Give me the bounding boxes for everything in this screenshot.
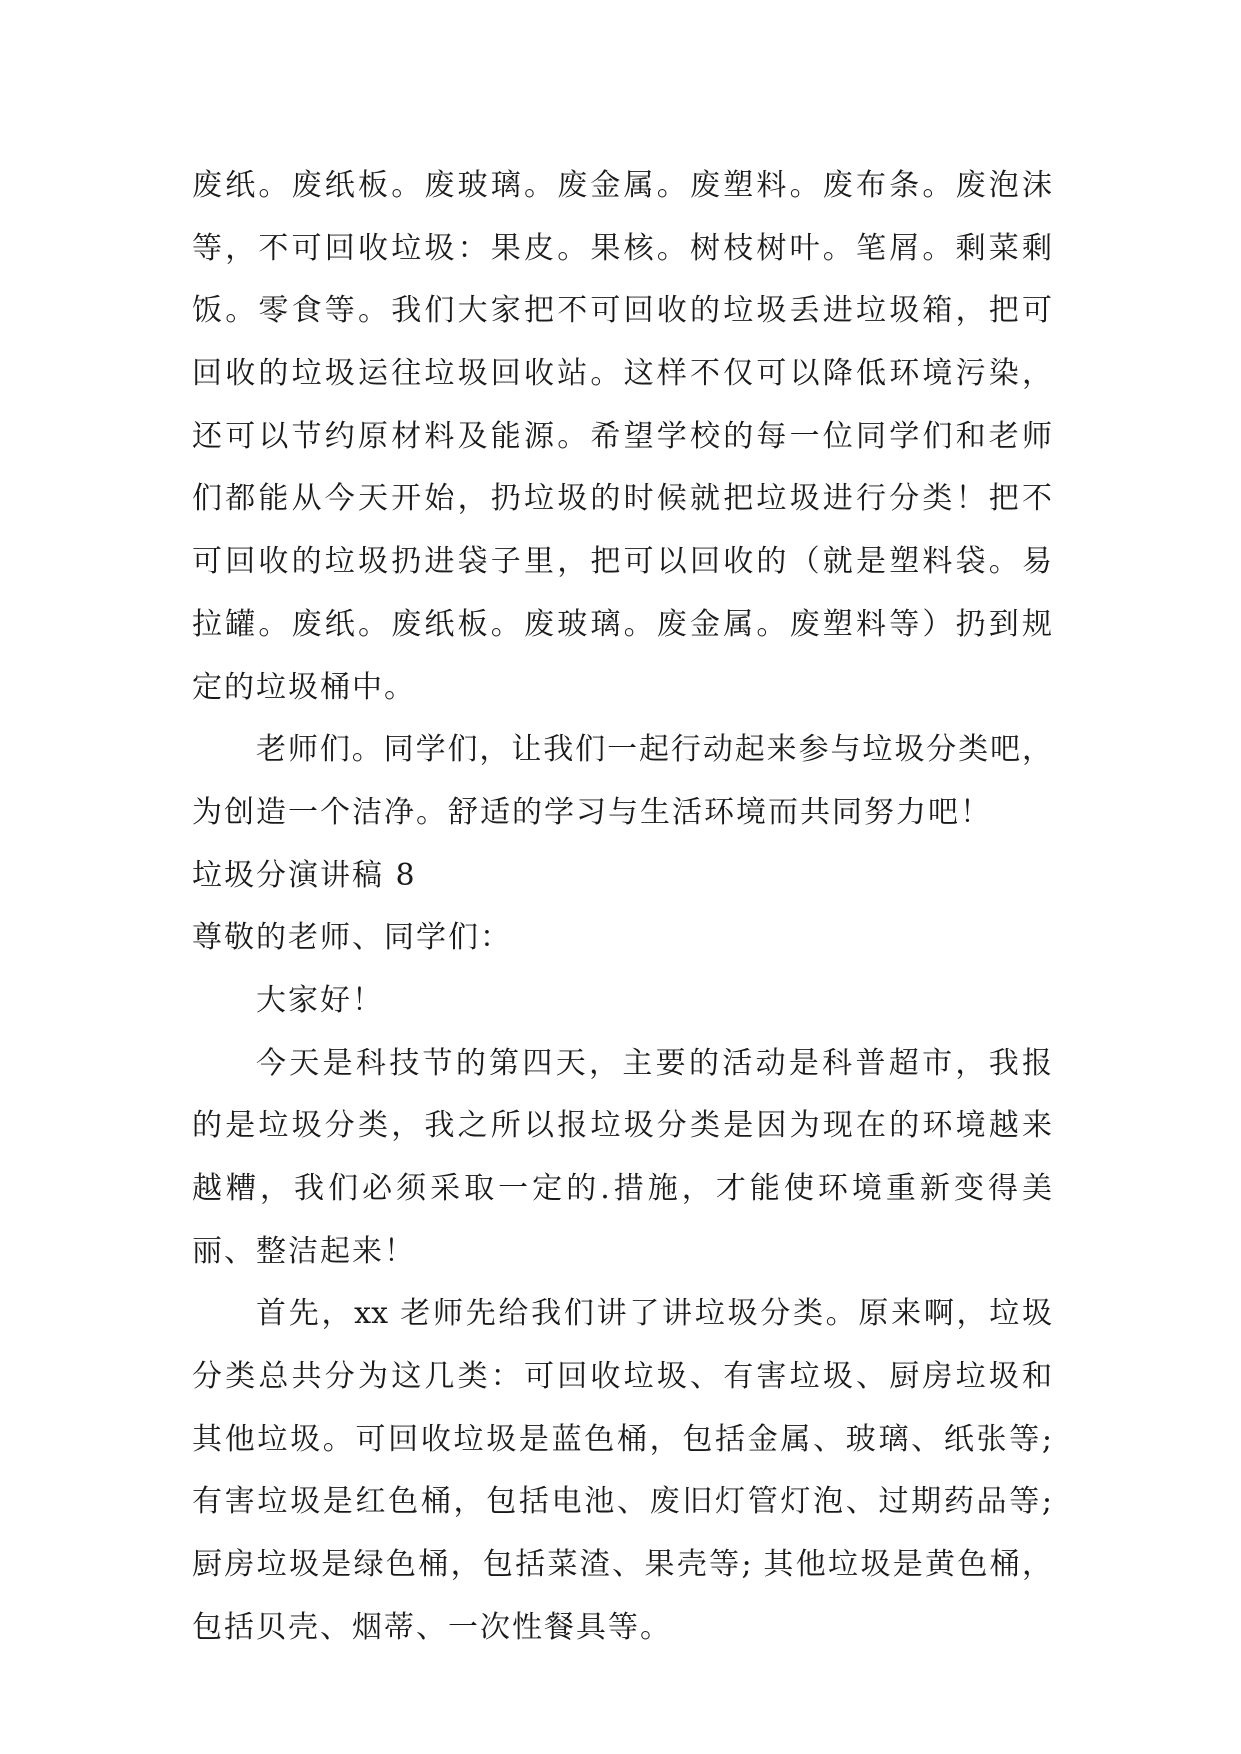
text-line: 有害垃圾是红色桶，包括电池、废旧灯管灯泡、过期药品等; xyxy=(192,1484,1052,1520)
text-line: 分类总共分为这几类：可回收垃圾、有害垃圾、厨房垃圾和 xyxy=(192,1359,1052,1395)
text-line: 拉罐。废纸。废纸板。废玻璃。废金属。废塑料等）扔到规 xyxy=(192,606,1052,642)
text-line: 饭。零食等。我们大家把不可回收的垃圾丢进垃圾箱，把可 xyxy=(192,293,1052,329)
text-line: 还可以节约原材料及能源。希望学校的每一位同学们和老师 xyxy=(192,418,1052,454)
document-body xyxy=(192,155,1052,1660)
text-line: 其他垃圾。可回收垃圾是蓝色桶，包括金属、玻璃、纸张等; xyxy=(192,1421,1052,1457)
text-line: 越糟，我们必须采取一定的.措施，才能使环境重新变得美 xyxy=(192,1171,1052,1206)
text-line: 的是垃圾分类，我之所以报垃圾分类是因为现在的环境越来 xyxy=(192,1108,1052,1144)
text-line: 为创造一个洁净。舒适的学习与生活环境而共同努力吧！ xyxy=(192,794,992,830)
text-line: 定的垃圾桶中。 xyxy=(192,669,416,705)
text-line: 可回收的垃圾扔进袋子里，把可以回收的（就是塑料袋。易 xyxy=(192,544,1052,580)
salutation: 尊敬的老师、同学们： xyxy=(192,920,512,956)
text-line: 首先，xx 老师先给我们讲了讲垃圾分类。原来啊，垃圾 xyxy=(256,1296,1052,1332)
text-line: 包括贝壳、烟蒂、一次性餐具等。 xyxy=(192,1609,672,1645)
greeting: 大家好！ xyxy=(256,982,384,1018)
text-line: 废纸。废纸板。废玻璃。废金属。废塑料。废布条。废泡沫 xyxy=(192,168,1052,203)
text-line: 厨房垃圾是绿色桶，包括菜渣、果壳等; 其他垃圾是黄色桶， xyxy=(192,1547,1052,1583)
text-line: 们都能从今天开始，扔垃圾的时候就把垃圾进行分类！把不 xyxy=(192,481,1052,517)
section-heading: 垃圾分演讲稿 8 xyxy=(192,857,417,893)
text-line: 今天是科技节的第四天，主要的活动是科普超市，我报 xyxy=(256,1045,1052,1081)
text-line: 回收的垃圾运往垃圾回收站。这样不仅可以降低环境污染， xyxy=(192,356,1052,392)
text-line: 老师们。同学们，让我们一起行动起来参与垃圾分类吧， xyxy=(256,732,1052,768)
text-line: 丽、整洁起来！ xyxy=(192,1233,416,1269)
text-line: 等，不可回收垃圾：果皮。果核。树枝树叶。笔屑。剩菜剩 xyxy=(192,230,1052,266)
